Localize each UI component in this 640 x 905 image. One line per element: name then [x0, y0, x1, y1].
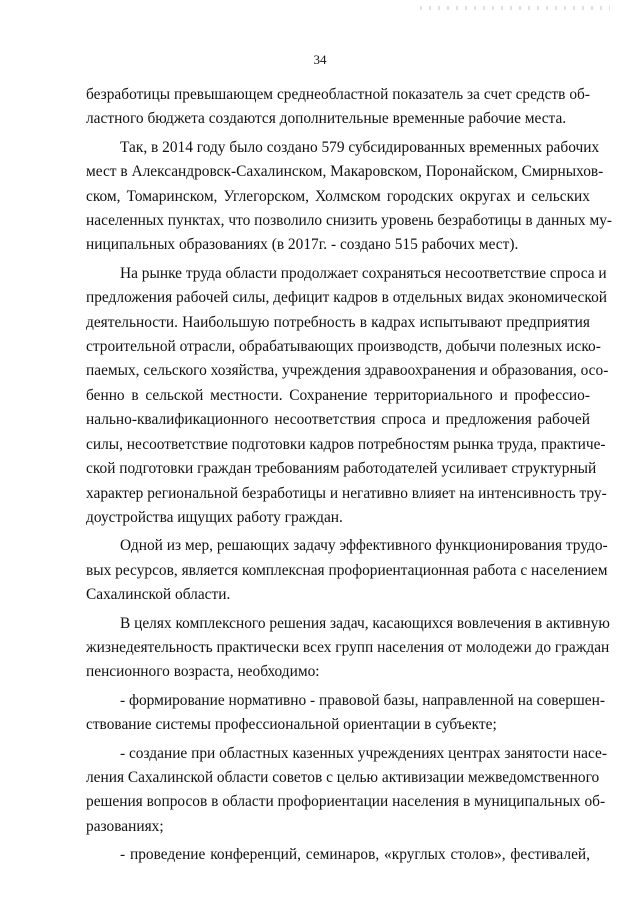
text-line: доустройства ищущих работу граждан.	[86, 508, 343, 526]
text-line: нально-квалификационного несоответствия спроса и предложения рабочей	[86, 411, 590, 429]
text-line: разованиях;	[86, 817, 164, 835]
text-line: ления Сахалинской области советов с целью активизации межведомственного	[86, 768, 600, 786]
body-text	[86, 83, 613, 868]
scan-artifact	[420, 6, 610, 10]
text-line: мест в Александровск-Сахалинском, Макаровском, Поронайском, Смирныхов-	[86, 163, 604, 181]
text-line: решения вопросов в области профориентации населения в муниципальных об-	[86, 793, 606, 811]
text-line: - формирование нормативно - правовой базы, направленной на совершен-	[120, 691, 605, 709]
text-line: ском, Томаринском, Углегорском, Холмском городских округах и сельских	[86, 187, 590, 205]
paragraph	[86, 534, 608, 607]
text-line: ской подготовки граждан требованиям работодателей усиливает структурный	[86, 460, 597, 478]
text-line: - проведение конференций, семинаров, «круглых столов», фестивалей,	[120, 846, 590, 864]
paragraph	[86, 689, 605, 738]
text-line: ствование системы профессиональной ориентации в субъекте;	[86, 716, 497, 734]
text-line: паемых, сельского хозяйства, учреждения здравоохранения и образования, осо-	[86, 362, 609, 380]
text-line: В целях комплексного решения задач, касающихся вовлечения в активную	[120, 614, 610, 632]
text-line: пенсионного возраста, необходимо:	[86, 663, 320, 681]
text-line: ниципальных образованиях (в 2017г. - создано 515 рабочих мест).	[86, 236, 519, 254]
text-line: ластного бюджета создаются дополнительные временные рабочие места.	[86, 110, 567, 128]
text-line: безработицы превышающем среднеобластной показатель за счет средств об-	[86, 86, 590, 103]
text-line: Так, в 2014 году было создано 579 субсидированных временных рабочих	[120, 138, 600, 156]
text-line: На рынке труда области продолжает сохраняться несоответствие спроса и	[120, 264, 607, 282]
text-line: вых ресурсов, является комплексная профориентационная работа с населением	[86, 561, 608, 579]
paragraph	[86, 136, 613, 258]
paragraph	[86, 843, 590, 867]
page-number: 34	[313, 52, 327, 67]
paragraph	[86, 612, 610, 685]
text-line: силы, несоответствие подготовки кадров потребностям рынка труда, практиче-	[86, 435, 606, 453]
text-line: строительной отрасли, обрабатывающих производств, добычи полезных иско-	[86, 338, 601, 356]
text-line: деятельности. Наибольшую потребность в кадрах испытывают предприятия	[86, 313, 590, 331]
text-line: бенно в сельской местности. Сохранение территориального и профессио-	[86, 386, 590, 404]
paragraph	[86, 83, 590, 132]
text-line: населенных пунктах, что позволило снизить уровень безработицы в данных му-	[86, 212, 613, 230]
text-line: предложения рабочей силы, дефицит кадров в отдельных видах экономической	[86, 289, 607, 307]
text-line: Одной из мер, решающих задачу эффективного функционирования трудо-	[120, 537, 608, 555]
text-line: характер региональной безработицы и негативно влияет на интенсивность тру-	[86, 484, 607, 502]
paragraph	[86, 262, 609, 530]
paragraph	[86, 742, 607, 840]
text-line: жизнедеятельность практически всех групп населения от молодежи до граждан	[86, 638, 610, 656]
text-line: - создание при областных казенных учреждениях центрах занятости насе-	[120, 744, 607, 762]
text-line: Сахалинской области.	[86, 586, 231, 604]
